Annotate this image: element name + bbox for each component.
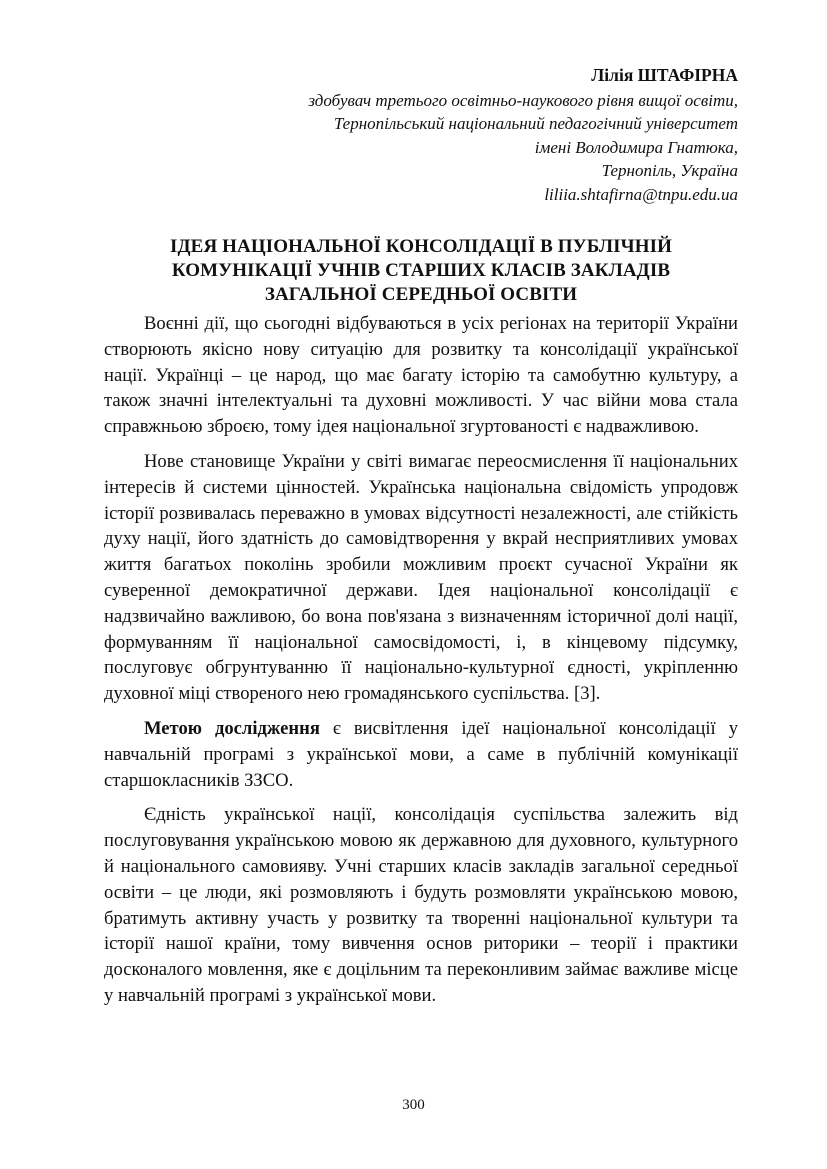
page-content bbox=[104, 64, 738, 1018]
author-location: Тернопіль, Україна bbox=[601, 161, 738, 180]
research-aim-text: є висвітлення ідеї національної консолідації у навчальній програмі з української мови, а саме в публічній комунікації старшокласників ЗЗСО. bbox=[104, 717, 738, 791]
author-email: liliia.shtafirna@tnpu.edu.ua bbox=[544, 184, 738, 204]
page-number: 300 bbox=[402, 1097, 425, 1113]
research-aim-label: Метою дослідження bbox=[144, 717, 320, 739]
author-block bbox=[104, 64, 738, 206]
author-affiliation-line-2: Тернопільський національний педагогічний університет bbox=[333, 114, 738, 133]
paragraph-3 bbox=[104, 716, 738, 793]
paragraph-4: Єдність української нації, консолідація суспільства залежить від послуговування українською мовою як державною для духовного, культурного й національного самовияву. Учні старших класів закладів загальної середньої освіти – це люди, які розмовляють і будуть розмовляти українською мовою, братимуть активну участь у розвитку та творенні національної культури та історії нашої країни, тому вивчення основ риторики – теорії і практики досконалого мовлення, яке є доцільним та переконливим займає важливе місце у навчальній програмі з української мови. bbox=[104, 804, 738, 1006]
paragraph-1: Воєнні дії, що сьогодні відбуваються в усіх регіонах на території України створюють якісно нову ситуацію для розвитку та консолідації української нації. Українці – це народ, що має багату історію та самобутню культуру, а також значні інтелектуальні та духовні можливості. У час війни мова стала справжньою зброєю, тому ідея національної згуртованості є надважливою. bbox=[104, 313, 738, 438]
article-title-line-3: ЗАГАЛЬНОЇ СЕРЕДНЬОЇ ОСВІТИ bbox=[264, 284, 578, 305]
article-body bbox=[104, 311, 738, 1009]
paragraph-2: Нове становище України у світі вимагає переосмислення її національних інтересів й системи цінностей. Українська національна свідомість упродовж історії розвивалась переважно в умовах відсутності незалежності, але стійкість духу нації, його здатність до самовідтворення у вкрай несприятливих умовах життя багатьох поколінь зробили можливим проєкт сучасної України як суверенної демократичної держави. Ідея національної консолідації є надзвичайно важливою, бо вона пов'язана з визначенням історичної долі нації, формуванням її національної самосвідомості, і, в кінцевому підсумку, послуговує обгрунтуванню її національно-культурної єдності, укріпленню духовної міці створеного нею громадянського суспільства. [3]. bbox=[104, 450, 738, 705]
author-affiliation-line-1: здобувач третього освітньо-наукового рівня вищої освіти, bbox=[308, 90, 738, 110]
article-title-line-1: ІДЕЯ НАЦІОНАЛЬНОЇ КОНСОЛІДАЦІЇ В ПУБЛІЧНІЙ bbox=[170, 236, 672, 257]
article-title-line-2: КОМУНІКАЦІЇ УЧНІВ СТАРШИХ КЛАСІВ ЗАКЛАДІВ bbox=[171, 260, 671, 281]
article-title bbox=[104, 235, 738, 307]
author-affiliation-line-3: імені Володимира Гнатюка, bbox=[534, 137, 738, 157]
author-name: Лілія ШТАФІРНА bbox=[591, 65, 738, 85]
